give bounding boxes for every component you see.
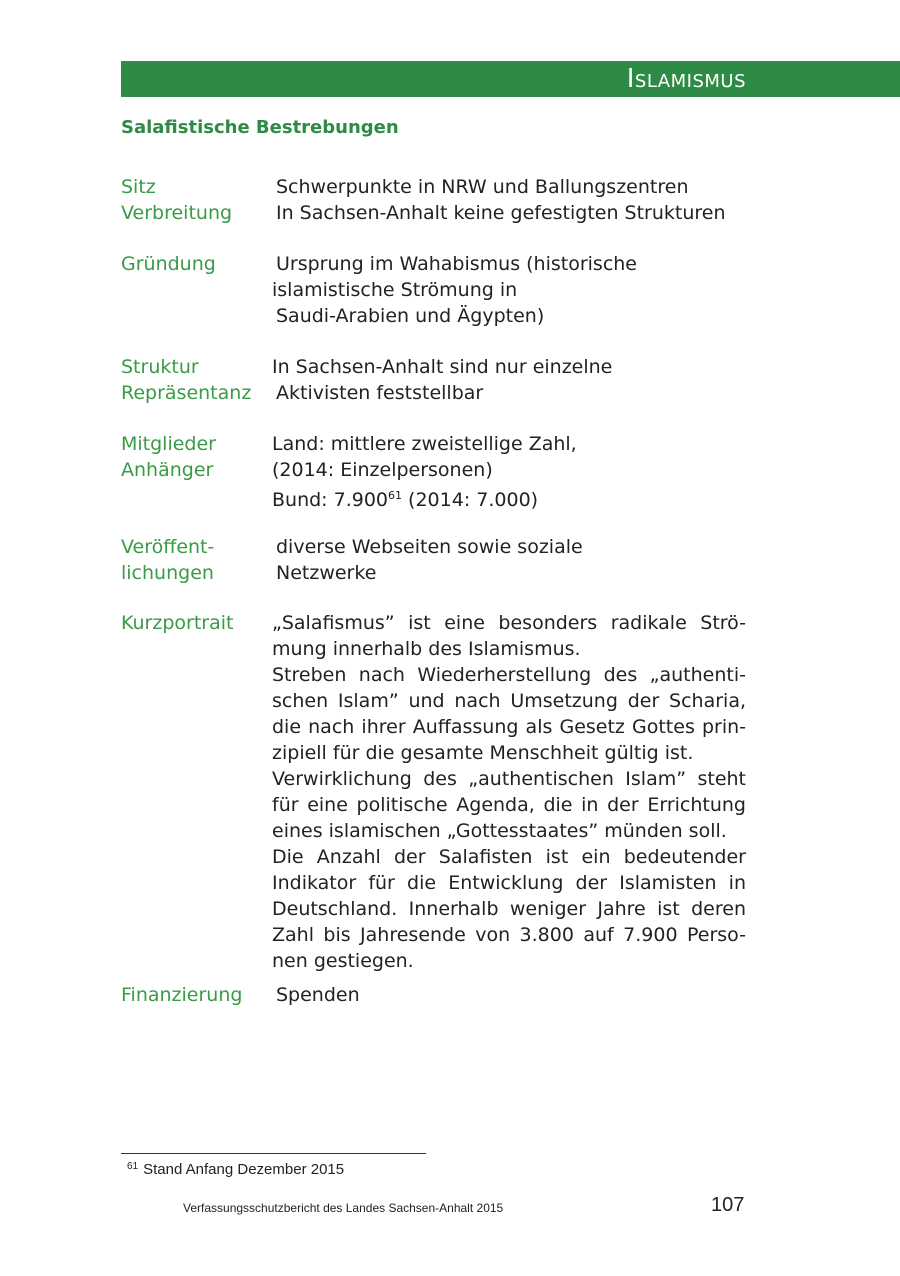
value-line: Netzwerke xyxy=(276,562,377,584)
portrait-line: zipiell für die gesamte Menschheit gültig ist. xyxy=(272,742,694,764)
label-struktur xyxy=(121,354,251,406)
portrait-line: Deutschland. Innerhalb weniger Jahre ist deren xyxy=(272,898,746,920)
chapter-title: Islamismus xyxy=(626,64,746,94)
footer-publication-title: Verfassungsschutzbericht des Landes Sachsen-Anhalt 2015 xyxy=(183,1201,504,1215)
value-line: In Sachsen-Anhalt sind nur einzelne xyxy=(272,356,613,378)
label-line: Repräsentanz xyxy=(121,382,252,404)
portrait-line: Zahl bis Jahresende von 3.800 auf 7.900 Perso- xyxy=(272,924,746,946)
portrait-line: „Salafismus” ist eine besonders radikale Strö- xyxy=(272,612,746,634)
portrait-line: eines islamischen „Gottesstaates” münden soll. xyxy=(272,820,727,842)
chapter-header-bar xyxy=(121,61,900,97)
value-veroeffentlichungen xyxy=(276,534,583,586)
label-line: Veröffent- xyxy=(121,536,215,558)
portrait-line: Verwirklichung des „authentischen Islam” steht xyxy=(272,768,746,790)
label-line: Kurzportrait xyxy=(121,612,234,634)
portrait-line: schen Islam” und nach Umsetzung der Scharia, xyxy=(272,690,746,712)
label-gruendung xyxy=(121,251,216,277)
page-number: 107 xyxy=(711,1194,745,1216)
footnote-number: 61 xyxy=(127,1161,139,1172)
label-line: Verbreitung xyxy=(121,202,233,224)
portrait-line: Indikator für die Entwicklung der Islamisten in xyxy=(272,872,746,894)
value-line: diverse Webseiten sowie soziale xyxy=(276,536,583,558)
value-line: Spenden xyxy=(276,984,360,1006)
value-line: islamistische Strömung in xyxy=(272,279,518,301)
label-line: lichungen xyxy=(121,562,214,584)
section-title: Salafistische Bestrebungen xyxy=(121,117,399,138)
label-kurzportrait xyxy=(121,610,233,636)
bund-previous: (2014: 7.000) xyxy=(402,489,539,511)
value-gruendung xyxy=(272,251,637,329)
footnote xyxy=(127,1158,344,1179)
value-struktur xyxy=(272,354,612,406)
kurzportrait-text xyxy=(272,610,746,974)
portrait-line: die nach ihrer Auffassung als Gesetz Gottes prin- xyxy=(272,716,746,738)
value-finanzierung xyxy=(276,982,360,1008)
portrait-line: für eine politische Agenda, die in der Errichtung xyxy=(272,794,746,816)
value-line-bund xyxy=(272,483,577,509)
label-line: Finanzierung xyxy=(121,984,243,1006)
value-line: Schwerpunkte in NRW und Ballungszentren xyxy=(276,176,689,198)
label-line: Mitglieder xyxy=(121,433,216,455)
value-line: Land: mittlere zweistellige Zahl, xyxy=(272,433,577,455)
label-sitz xyxy=(121,174,232,226)
portrait-line: Die Anzahl der Salafisten ist ein bedeutender xyxy=(272,846,746,868)
value-line: In Sachsen-Anhalt keine gefestigten Strukturen xyxy=(276,202,726,224)
portrait-line: Streben nach Wiederherstellung des „authenti- xyxy=(272,664,746,686)
label-line: Gründung xyxy=(121,253,216,275)
value-line: Saudi-Arabien und Ägypten) xyxy=(276,305,545,327)
bund-count: Bund: 7.900 xyxy=(272,489,389,511)
label-line: Struktur xyxy=(121,356,199,378)
value-line: (2014: Einzelpersonen) xyxy=(272,459,493,481)
value-sitz xyxy=(276,174,726,226)
label-finanzierung xyxy=(121,982,242,1008)
footnote-reference: 61 xyxy=(388,489,403,502)
portrait-line: nen gestiegen. xyxy=(272,950,414,972)
portrait-line: mung innerhalb des Islamismus. xyxy=(272,638,581,660)
label-line: Anhänger xyxy=(121,459,214,481)
label-line: Sitz xyxy=(121,176,156,198)
value-line: Ursprung im Wahabismus (historische xyxy=(276,253,637,275)
footnote-divider xyxy=(121,1153,426,1154)
footnote-text: Stand Anfang Dezember 2015 xyxy=(143,1161,345,1178)
label-veroeffentlichungen xyxy=(121,534,214,586)
value-mitglieder xyxy=(272,431,577,509)
label-mitglieder xyxy=(121,431,216,483)
value-line: Aktivisten feststellbar xyxy=(276,382,484,404)
